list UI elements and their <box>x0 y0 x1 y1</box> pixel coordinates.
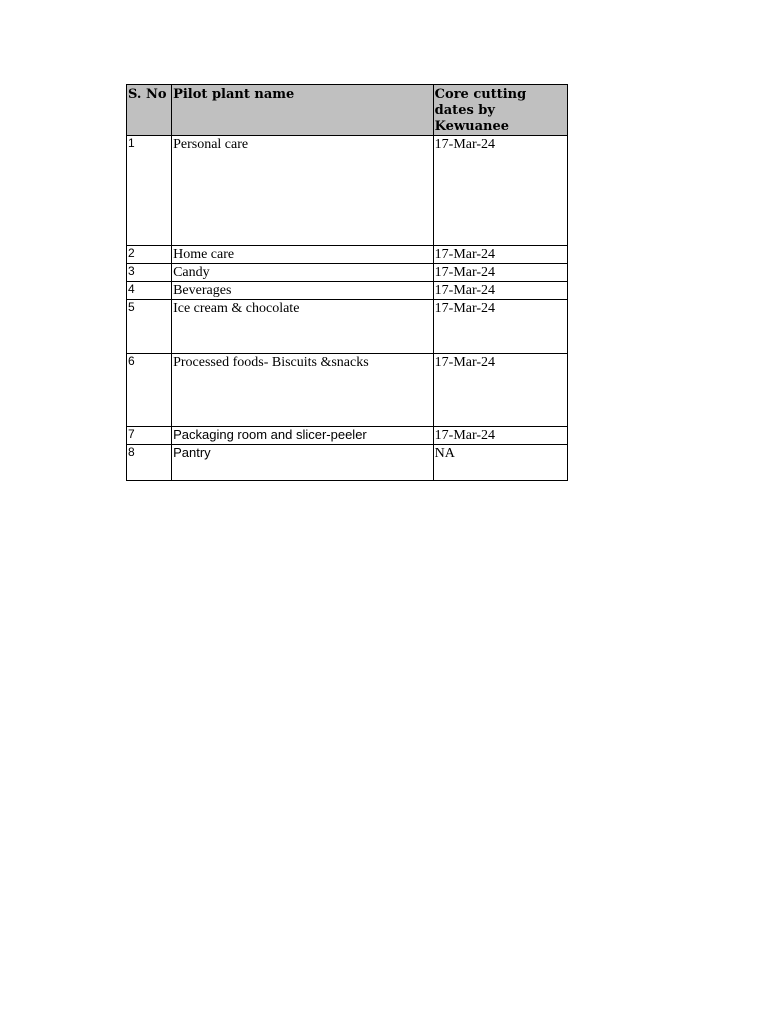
table-row <box>127 264 568 282</box>
cell-plant-name: Processed foods- Biscuits &snacks <box>172 354 434 427</box>
cell-date: 17-Mar-24 <box>433 136 567 246</box>
header-core-cutting-date: Core cutting dates by Kewuanee <box>433 85 567 136</box>
cell-sno: 8 <box>127 445 172 481</box>
table-row <box>127 445 568 481</box>
table-row <box>127 354 568 427</box>
cell-date: 17-Mar-24 <box>433 264 567 282</box>
cell-plant-name: Pantry <box>172 445 434 481</box>
header-sno: S. No <box>127 85 172 136</box>
cell-date: 17-Mar-24 <box>433 282 567 300</box>
cell-plant-name: Home care <box>172 246 434 264</box>
pilot-plant-table <box>126 84 568 481</box>
table-row <box>127 300 568 354</box>
table-row <box>127 136 568 246</box>
cell-date: NA <box>433 445 567 481</box>
cell-date: 17-Mar-24 <box>433 427 567 445</box>
cell-plant-name: Candy <box>172 264 434 282</box>
cell-sno: 4 <box>127 282 172 300</box>
cell-sno: 7 <box>127 427 172 445</box>
cell-sno: 6 <box>127 354 172 427</box>
table-row <box>127 427 568 445</box>
cell-date: 17-Mar-24 <box>433 300 567 354</box>
header-row <box>127 85 568 136</box>
cell-plant-name: Ice cream & chocolate <box>172 300 434 354</box>
cell-date: 17-Mar-24 <box>433 246 567 264</box>
header-plant-name: Pilot plant name <box>172 85 434 136</box>
cell-sno: 5 <box>127 300 172 354</box>
cell-sno: 3 <box>127 264 172 282</box>
cell-plant-name: Beverages <box>172 282 434 300</box>
cell-date: 17-Mar-24 <box>433 354 567 427</box>
cell-sno: 1 <box>127 136 172 246</box>
cell-plant-name: Packaging room and slicer-peeler <box>172 427 434 445</box>
table-row <box>127 282 568 300</box>
cell-sno: 2 <box>127 246 172 264</box>
cell-plant-name: Personal care <box>172 136 434 246</box>
table-row <box>127 246 568 264</box>
